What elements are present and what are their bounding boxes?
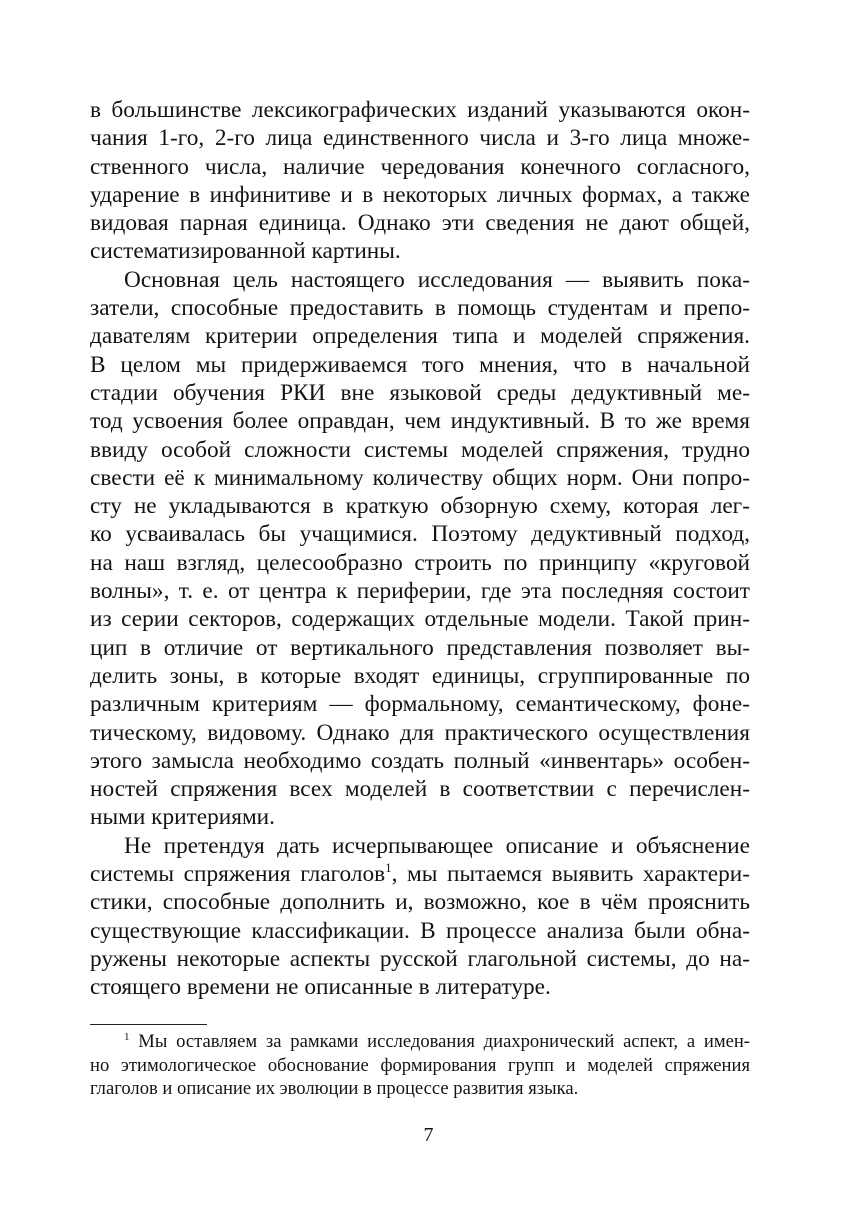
paragraph-1 bbox=[90, 96, 750, 266]
footnote-text: Мы оставляем за рамками исследования диахронический аспект, а имен- bbox=[138, 1031, 750, 1052]
paragraph-3 bbox=[90, 832, 750, 1002]
text-line: ружены некоторые аспекты русской глагольной системы, до на- bbox=[90, 945, 750, 972]
text-line: цип в отличие от вертикального представления позволяет вы- bbox=[90, 634, 750, 661]
text-line: затели, способные предоставить в помощь студентам и препо- bbox=[90, 295, 750, 322]
text-line: делить зоны, в которые входят единицы, сгруппированные по bbox=[90, 662, 750, 689]
text-line: на наш взгляд, целесообразно строить по принципу «круговой bbox=[90, 549, 750, 576]
footnote-marker: 1 bbox=[124, 1031, 130, 1043]
text-line: ко усваивалась бы учащимися. Поэтому дедуктивный подход, bbox=[90, 521, 750, 548]
text-line: В целом мы придерживаемся того мнения, что в начальной bbox=[90, 351, 750, 378]
page-number: 7 bbox=[423, 1124, 434, 1146]
text-line: ввиду особой сложности системы моделей спряжения, трудно bbox=[90, 436, 750, 463]
text-line: тическому, видовому. Однако для практического осуществления bbox=[90, 719, 750, 746]
text-line: стики, способные дополнить и, возможно, кое в чём прояснить bbox=[90, 889, 750, 916]
text-line: существующие классификации. В процессе анализа были обна- bbox=[90, 917, 750, 944]
text-line: ственного числа, наличие чередования конечного согласного, bbox=[90, 153, 750, 180]
text-line: давателям критерии определения типа и моделей спряжения. bbox=[90, 323, 750, 350]
text-line: свести её к минимальному количеству общих норм. Они попро- bbox=[90, 464, 750, 491]
text-fragment: системы спряжения глаголов bbox=[90, 861, 386, 888]
footnote-line: но этимологическое обоснование формирования групп и моделей спряжения bbox=[90, 1054, 750, 1076]
text-line: видовая парная единица. Однако эти сведения не дают общей, bbox=[90, 210, 750, 237]
text-line: сту не укладываются в краткую обзорную схему, которая лег- bbox=[90, 493, 750, 520]
paragraph-2 bbox=[90, 266, 750, 832]
text-line: волны», т. е. от центра к периферии, где эта последняя состоит bbox=[90, 578, 750, 605]
text-line: систематизированной картины. bbox=[90, 238, 401, 265]
text-fragment: , мы пытаемся выявить характери- bbox=[391, 861, 750, 888]
text-line: в большинстве лексикографических изданий указываются окон- bbox=[90, 97, 750, 123]
text-line: стоящего времени не описанные в литературе. bbox=[90, 974, 551, 1001]
text-line-with-footnote bbox=[90, 860, 750, 888]
footnote-divider bbox=[90, 1024, 207, 1025]
text-line: из серии секторов, содержащих отдельные модели. Такой прин- bbox=[90, 606, 750, 633]
text-line: ными критериями. bbox=[90, 804, 275, 831]
text-line: этого замысла необходимо создать полный «инвентарь» особен- bbox=[90, 747, 750, 774]
footnote bbox=[90, 1030, 750, 1101]
footnote-line: глаголов и описание их эволюции в процессе развития языка. bbox=[90, 1078, 579, 1099]
text-line: Основная цель настоящего исследования — выявить пока- bbox=[124, 266, 750, 293]
footnote-reference: 1 bbox=[385, 860, 392, 876]
text-line: ностей спряжения всех моделей в соответствии с перечислен- bbox=[90, 776, 750, 803]
footnote-line bbox=[90, 1030, 750, 1054]
text-line: ударение в инфинитиве и в некоторых личных формах, а также bbox=[90, 181, 750, 208]
text-line: Не претендуя дать исчерпывающее описание и объяснение bbox=[124, 832, 750, 859]
text-line: чания 1-го, 2-го лица единственного числа и 3-го лица множе- bbox=[90, 125, 750, 152]
text-line: различным критериям — формальному, семантическому, фоне- bbox=[90, 691, 750, 718]
text-line: стадии обучения РКИ вне языковой среды дедуктивный ме- bbox=[90, 379, 750, 406]
main-text bbox=[90, 96, 750, 1002]
text-line: тод усвоения более оправдан, чем индуктивный. В то же время bbox=[90, 408, 750, 435]
